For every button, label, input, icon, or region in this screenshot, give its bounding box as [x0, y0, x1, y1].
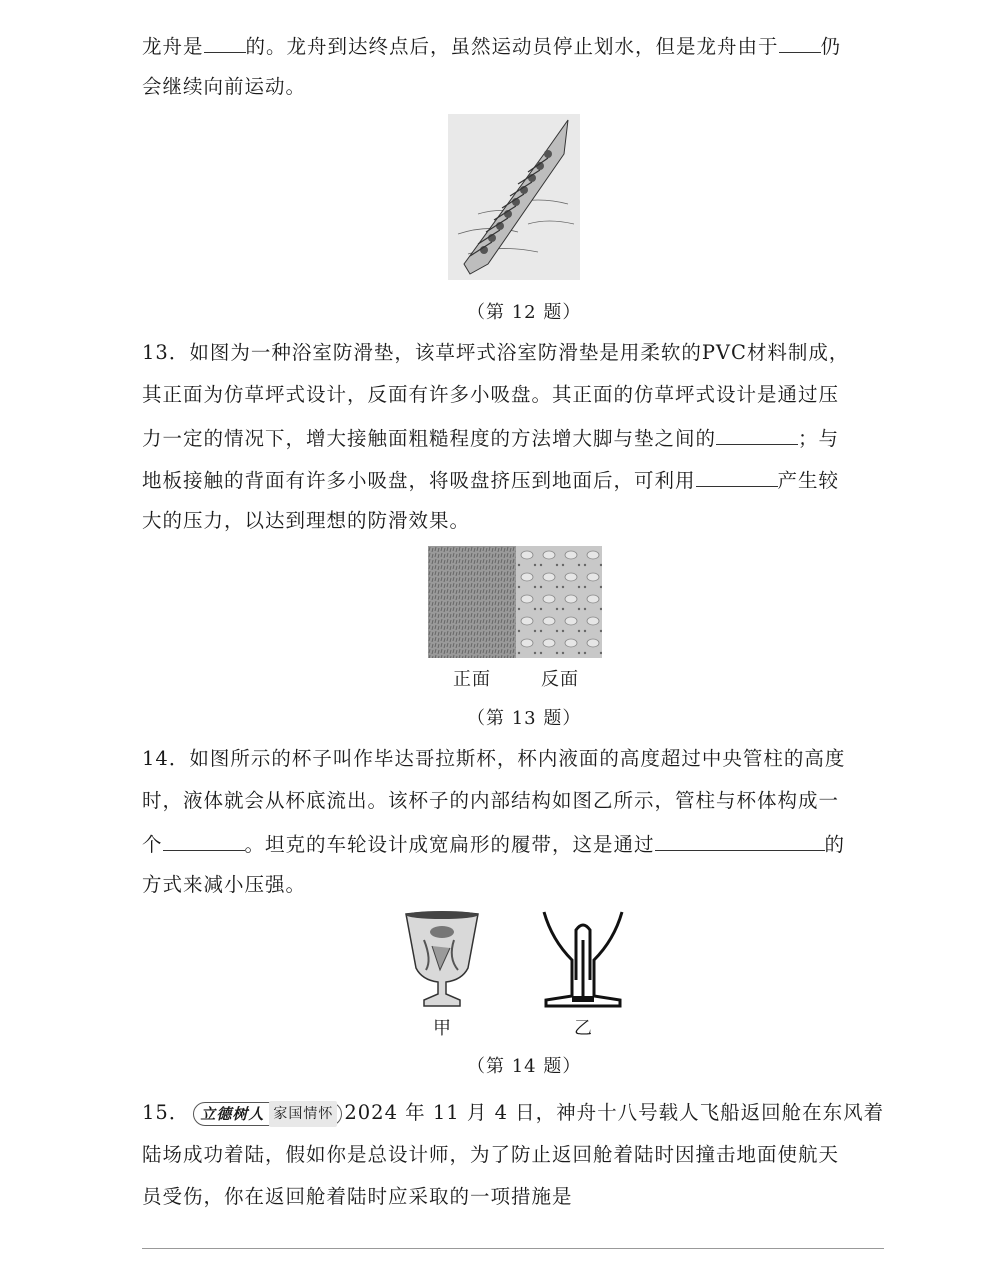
- q13-line-1: 13．如图为一种浴室防滑垫，该草坪式浴室防滑垫是用柔软的PVC材料制成，: [142, 341, 850, 364]
- answer-blank[interactable]: [655, 830, 825, 851]
- figure-13-caption: （第 13 题）: [467, 708, 582, 729]
- q14-line-3: 个 。坦克的车轮设计成宽扁形的履带，这是通过 的: [142, 830, 845, 858]
- q13-line-3: 力一定的情况下，增大接触面粗糙程度的方法增大脚与垫之间的 ；与: [142, 424, 839, 452]
- answer-blank[interactable]: [716, 424, 798, 445]
- cup-cross-section-diagram: [542, 910, 624, 1010]
- dragon-boat-figure: [448, 114, 580, 280]
- q12-line-1: 龙舟是 的。龙舟到达终点后，虽然运动员停止划水，但是龙舟由于 仍: [142, 32, 841, 60]
- label-yi: 乙: [574, 1018, 593, 1039]
- figure-14-caption: （第 14 题）: [467, 1056, 582, 1077]
- answer-blank[interactable]: [779, 32, 821, 53]
- lide-shuren-badge: 立德树人 家国情怀: [193, 1102, 342, 1126]
- answer-blank[interactable]: [696, 466, 778, 487]
- answer-blank[interactable]: [204, 32, 246, 53]
- q15-line-1: 15． 立德树人 家国情怀 2024 年 11 月 4 日，神舟十八号载人飞船返回舱在东风着: [142, 1100, 884, 1126]
- answer-blank[interactable]: [163, 830, 245, 851]
- q13-line-4: 地板接触的背面有许多小吸盘，将吸盘挤压到地面后，可利用 产生较: [142, 466, 839, 494]
- q14-line-1: 14．如图所示的杯子叫作毕达哥拉斯杯，杯内液面的高度超过中央管柱的高度: [142, 747, 846, 770]
- q14-line-2: 时，液体就会从杯底流出。该杯子的内部结构如图乙所示，管柱与杯体构成一: [142, 789, 840, 812]
- q15-line-3: 员受伤，你在返回舱着陆时应采取的一项措施是: [142, 1185, 573, 1208]
- q14-line-4: 方式来减小压强。: [142, 873, 307, 896]
- label-back: 反面: [541, 669, 579, 690]
- q13-line-5: 大的压力，以达到理想的防滑效果。: [142, 509, 471, 532]
- label-front: 正面: [453, 669, 491, 690]
- figure-12-caption: （第 12 题）: [467, 302, 582, 323]
- label-jia: 甲: [433, 1018, 452, 1039]
- answer-line[interactable]: [142, 1248, 884, 1249]
- q15-line-2: 陆场成功着陆，假如你是总设计师，为了防止返回舱着陆时因撞击地面使航天: [142, 1143, 840, 1166]
- q12-line-2: 会继续向前运动。: [142, 75, 307, 98]
- q13-line-2: 其正面为仿草坪式设计，反面有许多小吸盘。其正面的仿草坪式设计是通过压: [142, 383, 840, 406]
- pythagorean-cup-photo: [402, 910, 482, 1010]
- anti-slip-mat-figure: [428, 546, 602, 658]
